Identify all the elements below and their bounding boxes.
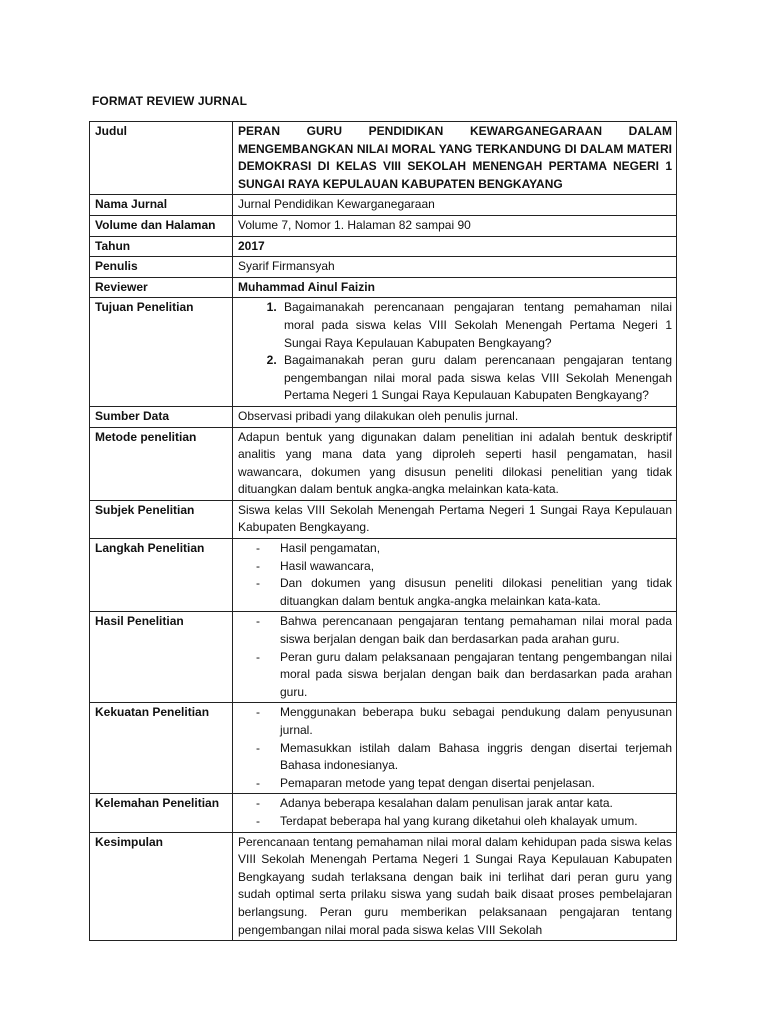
row-kekuatan: [90, 703, 677, 794]
value-nama-jurnal: Jurnal Pendidikan Kewarganegaraan: [233, 195, 677, 216]
label-nama-jurnal: Nama Jurnal: [90, 195, 233, 216]
label-sumber-data: Sumber Data: [90, 406, 233, 427]
value-langkah: [233, 539, 677, 612]
kelemahan-list: [238, 795, 672, 830]
hasil-list: [238, 613, 672, 701]
list-item: - Dan dokumen yang disusun peneliti dilokasi penelitian yang tidak dituangkan dalam bentuk angka-angka melainkan kata-kata.: [280, 575, 672, 610]
value-reviewer: Muhammad Ainul Faizin: [233, 277, 677, 298]
value-sumber-data: Observasi pribadi yang dilakukan oleh penulis jurnal.: [233, 406, 677, 427]
langkah-list: [238, 540, 672, 610]
row-volume: [90, 215, 677, 236]
label-kelemahan: Kelemahan Penelitian: [90, 794, 233, 832]
label-langkah: Langkah Penelitian: [90, 539, 233, 612]
list-item: - Peran guru dalam pelaksanaan pengajaran tentang pengembangan nilai moral pada siswa berjalan dengan baik dan berdasarkan pada arahan guru.: [280, 649, 672, 702]
review-table: [89, 121, 677, 941]
list-item: - Menggunakan beberapa buku sebagai pendukung dalam penyusunan jurnal.: [280, 704, 672, 739]
row-subjek: [90, 500, 677, 538]
row-kesimpulan: [90, 832, 677, 941]
label-metode: Metode penelitian: [90, 427, 233, 500]
row-metode: [90, 427, 677, 500]
value-judul: PERAN GURU PENDIDIKAN KEWARGANEGARAAN DALAM MENGEMBANGKAN NILAI MORAL YANG TERKANDUNG DI DALAM MATERI DEMOKRASI DI KELAS VIII SEKOLAH MENENGAH PERTAMA NEGERI 1 SUNGAI RAYA KEPULAUAN KABUPATEN BENGKAYANG: [233, 122, 677, 195]
list-item: 1. Bagaimanakah perencanaan pengajaran tentang pemahaman nilai moral pada siswa kelas VIII Sekolah Menengah Pertama Negeri 1 Sungai Raya Kepulauan Kabupaten Bengkayang?: [280, 299, 672, 352]
list-item: - Adanya beberapa kesalahan dalam penulisan jarak antar kata.: [280, 795, 672, 813]
list-item: 2. Bagaimanakah peran guru dalam perencanaan pengajaran tentang pengembangan nilai moral pada siswa kelas VIII Sekolah Menengah Pertama Negeri 1 Sungai Raya Kepulauan Kabupaten Bengkayang?: [280, 352, 672, 405]
row-kelemahan: [90, 794, 677, 832]
value-kesimpulan: Perencanaan tentang pemahaman nilai moral dalam kehidupan pada siswa kelas VIII Sekolah Menengah Pertama Negeri 1 Sungai Raya Kepulauan Kabupaten Bengkayang sudah terlaksana dengan baik ini terlihat dari peran guru yang sudah optimal serta prilaku siswa yang sudah baik disaat proses pembelajaran berlangsung. Peran guru memberikan pelaksanaan pengajaran tentang pengembangan nilai moral pada siswa kelas VIII Sekolah: [233, 832, 677, 941]
row-nama-jurnal: [90, 195, 677, 216]
list-item: - Hasil wawancara,: [280, 558, 672, 576]
value-metode: Adapun bentuk yang digunakan dalam penelitian ini adalah bentuk deskriptif analitis yang mana data yang diproleh seperti hasil pengamatan, hasil wawancara, dokumen yang disusun peneliti dilokasi penelitian yang tidak dituangkan dalam bentuk angka-angka melainkan kata-kata.: [233, 427, 677, 500]
label-judul: Judul: [90, 122, 233, 195]
list-item: - Terdapat beberapa hal yang kurang diketahui oleh khalayak umum.: [280, 813, 672, 831]
label-reviewer: Reviewer: [90, 277, 233, 298]
label-subjek: Subjek Penelitian: [90, 500, 233, 538]
row-tahun: [90, 236, 677, 257]
value-penulis: Syarif Firmansyah: [233, 257, 677, 278]
list-item: - Memasukkan istilah dalam Bahasa inggris dengan disertai terjemah Bahasa indonesianya.: [280, 740, 672, 775]
label-tahun: Tahun: [90, 236, 233, 257]
list-item: - Bahwa perencanaan pengajaran tentang pemahaman nilai moral pada siswa berjalan dengan baik dan berdasarkan pada arahan guru.: [280, 613, 672, 648]
list-item: - Hasil pengamatan,: [280, 540, 672, 558]
label-volume: Volume dan Halaman: [90, 215, 233, 236]
row-langkah: [90, 539, 677, 612]
label-kesimpulan: Kesimpulan: [90, 832, 233, 941]
value-subjek: Siswa kelas VIII Sekolah Menengah Pertama Negeri 1 Sungai Raya Kepulauan Kabupaten Bengkayang.: [233, 500, 677, 538]
row-reviewer: [90, 277, 677, 298]
value-tahun: 2017: [233, 236, 677, 257]
label-kekuatan: Kekuatan Penelitian: [90, 703, 233, 794]
row-tujuan: [90, 298, 677, 407]
row-sumber-data: [90, 406, 677, 427]
document-title: FORMAT REVIEW JURNAL: [92, 94, 248, 108]
kekuatan-list: [238, 704, 672, 792]
row-penulis: [90, 257, 677, 278]
label-penulis: Penulis: [90, 257, 233, 278]
label-hasil: Hasil Penelitian: [90, 612, 233, 703]
label-tujuan: Tujuan Penelitian: [90, 298, 233, 407]
list-item: - Pemaparan metode yang tepat dengan disertai penjelasan.: [280, 775, 672, 793]
value-kekuatan: [233, 703, 677, 794]
value-volume: Volume 7, Nomor 1. Halaman 82 sampai 90: [233, 215, 677, 236]
row-judul: [90, 122, 677, 195]
row-hasil: [90, 612, 677, 703]
value-hasil: [233, 612, 677, 703]
tujuan-list: [238, 299, 672, 405]
value-kelemahan: [233, 794, 677, 832]
value-tujuan: [233, 298, 677, 407]
